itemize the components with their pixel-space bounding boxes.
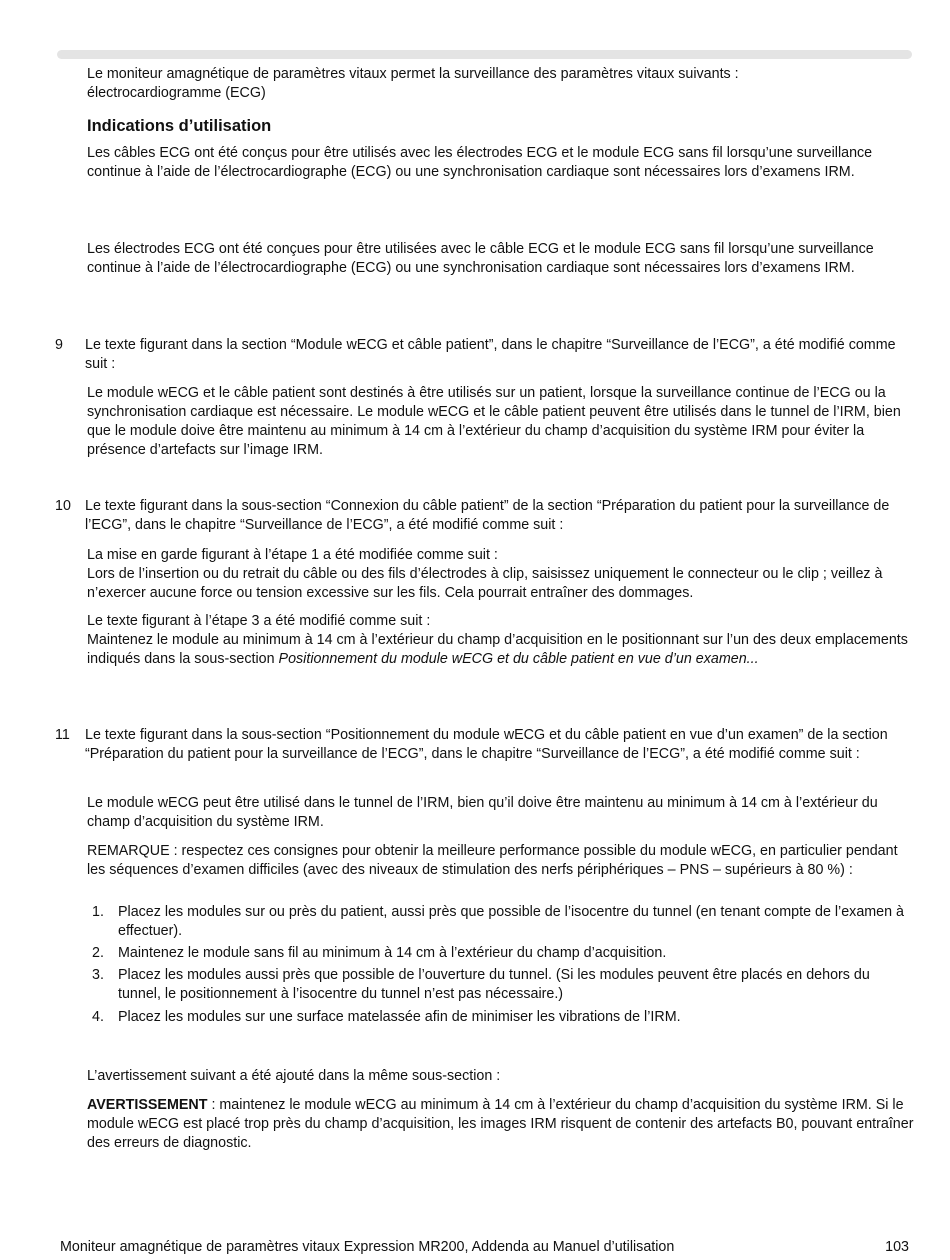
warning-text: : maintenez le module wECG au minimum à 14 cm à l’extérieur du champ d’acquisition du système IRM. Si le module wECG est placé trop près du champ d’acquisition, les images IRM risquent de contenir des artefacts B0, pouvant entraîner des erreurs de diagnostic.: [87, 1097, 914, 1151]
list-item-4-text: Placez les modules sur une surface matelassée afin de minimiser les vibrations de l’IRM.: [118, 1009, 681, 1025]
indications-paragraph-1: Les câbles ECG ont été conçus pour être utilisés avec les électrodes ECG et le module ECG sans fil lorsqu’une surveillance continue à l’aide de l’électrocardiographe (ECG) ou une synchronisation cardiaque sont nécessaires lors d’examens IRM.: [87, 145, 873, 180]
item-11-text: Le texte figurant dans la sous-section “Positionnement du module wECG et du câble patient en vue d’un examen” de la section “Préparation du patient pour la surveillance de l’ECG”, dans le chapitre “Surveillance de l’ECG”, a été modifié comme suit :: [85, 727, 888, 762]
item-9-text: Le texte figurant dans la section “Module wECG et câble patient”, dans le chapitre “Surveillance de l’ECG”, a été modifié comme suit :: [85, 337, 896, 372]
intro-line: Le moniteur amagnétique de paramètres vitaux permet la surveillance des paramètres vitaux suivants :: [87, 66, 739, 82]
footer-document-title: Moniteur amagnétique de paramètres vitaux Expression MR200, Addenda au Manuel d’utilisation: [60, 1239, 675, 1255]
list-item-3-text: Placez les modules aussi près que possible de l’ouverture du tunnel. (Si les modules peuvent être placés en dehors du tunnel, le positionnement à l’isocentre du tunnel n’est pas nécessaire.): [118, 967, 870, 1002]
list-item-1-number: 1.: [92, 904, 104, 920]
step-3-italic-reference: Positionnement du module wECG et du câble patient en vue d’un examen...: [278, 651, 759, 667]
warning-paragraph: [87, 1096, 915, 1153]
intro-item: électrocardiogramme (ECG): [87, 85, 266, 101]
top-divider: [57, 50, 912, 59]
list-item-2-number: 2.: [92, 945, 104, 961]
list-item-1-text: Placez les modules sur ou près du patient, aussi près que possible de l’isocentre du tunnel (en tenant compte de l’examen à effectuer).: [118, 904, 905, 939]
step-3-body: [87, 631, 915, 669]
step-3-intro: Le texte figurant à l’étape 3 a été modifié comme suit :: [87, 613, 431, 629]
warning-label: AVERTISSEMENT: [87, 1097, 208, 1113]
item-11-body: Le module wECG peut être utilisé dans le tunnel de l’IRM, bien qu’il doive être maintenu au minimum à 14 cm à l’extérieur du champ d’acquisition du système IRM.: [87, 795, 878, 830]
step-3-body-text: Maintenez le module au minimum à 14 cm à l’extérieur du champ d’acquisition en le positionnant sur l’un des deux emplacements indiqués dans la sous-section: [87, 632, 908, 667]
indications-heading: Indications d’utilisation: [87, 117, 272, 135]
remark-paragraph: REMARQUE : respectez ces consignes pour obtenir la meilleure performance possible du module wECG, en particulier pendant les séquences d’examen difficiles (avec des niveaux de stimulation des nerfs périphériques – PNS – supérieurs à 80 %) :: [87, 843, 898, 878]
item-9-body: Le module wECG et le câble patient sont destinés à être utilisés sur un patient, lorsque la surveillance continue de l’ECG ou la synchronisation cardiaque est nécessaire. Le module wECG et le câble patient peuvent être utilisés dans le tunnel de l’IRM, bien que le module doive être maintenu au minimum à 14 cm à l’extérieur du champ d’acquisition du système IRM pour éviter la présence d’artefacts sur l’image IRM.: [87, 385, 901, 458]
footer-page-number: 103: [885, 1239, 909, 1255]
item-number-10: 10: [55, 498, 71, 514]
item-number-9: 9: [55, 337, 63, 353]
indications-paragraph-2: Les électrodes ECG ont été conçues pour être utilisées avec le câble ECG et le module ECG sans fil lorsqu’une surveillance continue à l’aide de l’électrocardiographe (ECG) ou une synchronisation cardiaque sont nécessaires lors d’examens IRM.: [87, 241, 874, 276]
list-item-3-number: 3.: [92, 967, 104, 983]
step-1-intro: La mise en garde figurant à l’étape 1 a été modifiée comme suit :: [87, 547, 498, 563]
warning-added-note: L’avertissement suivant a été ajouté dans la même sous-section :: [87, 1068, 501, 1084]
list-item-4-number: 4.: [92, 1009, 104, 1025]
item-number-11: 11: [55, 727, 70, 743]
list-item-2-text: Maintenez le module sans fil au minimum à 14 cm à l’extérieur du champ d’acquisition.: [118, 945, 667, 961]
step-1-body: Lors de l’insertion ou du retrait du câble ou des fils d’électrodes à clip, saisissez uniquement le connecteur ou le clip ; veillez à n’exercer aucune force ou tension excessive sur les fils. Cela pourrait entraîner des dommages.: [87, 566, 883, 601]
item-10-text: Le texte figurant dans la sous-section “Connexion du câble patient” de la section “Préparation du patient pour la surveillance de l’ECG”, dans le chapitre “Surveillance de l’ECG”, a été modifié comme suit :: [85, 498, 890, 533]
